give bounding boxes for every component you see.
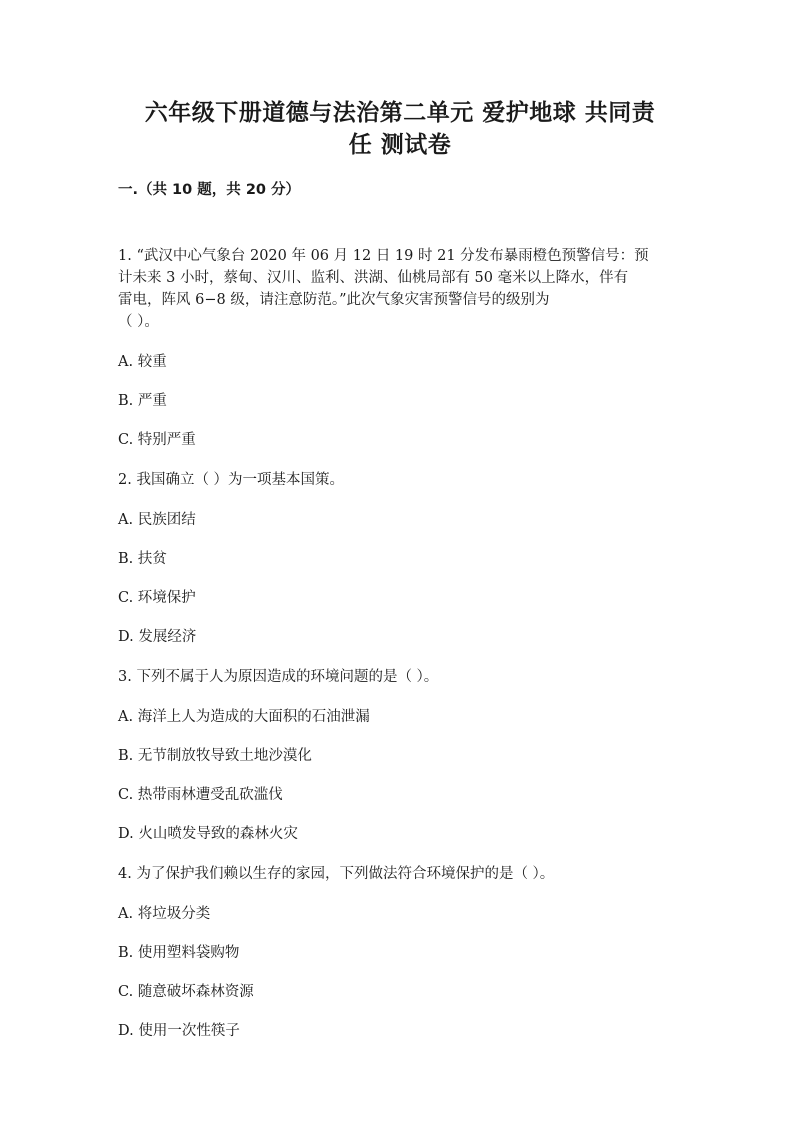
question-1	[118, 245, 678, 469]
question-2-option-a: A. 民族团结	[118, 512, 196, 528]
question-4-option-b: B. 使用塑料袋购物	[118, 945, 240, 961]
question-1-stem	[118, 245, 678, 333]
exam-title-line-1: 六年级下册道德与法治第二单元 爱护地球 共同责	[144, 100, 656, 126]
question-1-stem-line-4: （ ）。	[118, 314, 159, 330]
question-4-option-c: C. 随意破坏森林资源	[118, 984, 254, 1000]
question-2-stem: 2. 我国确立（ ）为一项基本国策。	[118, 472, 345, 488]
question-2	[118, 469, 678, 666]
question-list	[118, 245, 678, 1041]
question-1-stem-line-2: 计未来 3 小时，蔡甸、汉川、监利、洪湖、仙桃局部有 50 毫米以上降水，伴有	[118, 270, 629, 286]
question-3-stem: 3. 下列不属于人为原因造成的环境问题的是（ ）。	[118, 669, 439, 685]
question-2-option-c: C. 环境保护	[118, 590, 196, 606]
question-4-stem: 4. 为了保护我们赖以生存的家园，下列做法符合环境保护的是（ ）。	[118, 866, 555, 882]
exam-title-line-2: 任 测试卷	[348, 132, 452, 158]
question-1-option-a: A. 较重	[118, 354, 167, 370]
question-1-stem-line-1: 1. “武汉中心气象台 2020 年 06 月 12 日 19 时 21 分发布暴雨橙色预警信号：预	[118, 248, 649, 264]
question-2-option-d: D. 发展经济	[118, 629, 197, 645]
question-4-option-a: A. 将垃圾分类	[118, 906, 211, 922]
question-3	[118, 666, 678, 863]
question-2-option-b: B. 扶贫	[118, 551, 167, 567]
section-heading: 一.（共 10 题，共 20 分）	[118, 182, 301, 198]
question-1-option-b: B. 严重	[118, 393, 167, 409]
question-3-option-c: C. 热带雨林遭受乱砍滥伐	[118, 787, 283, 803]
question-3-option-d: D. 火山喷发导致的森林火灾	[118, 826, 298, 842]
question-1-option-c: C. 特别严重	[118, 432, 196, 448]
question-3-option-b: B. 无节制放牧导致土地沙漠化	[118, 748, 312, 764]
exam-title	[100, 97, 700, 161]
question-1-stem-line-3: 雷电，阵风 6−8 级，请注意防范。”此次气象灾害预警信号的级别为	[118, 292, 550, 308]
question-4-option-d: D. 使用一次性筷子	[118, 1023, 240, 1039]
question-4	[118, 863, 678, 1041]
question-3-option-a: A. 海洋上人为造成的大面积的石油泄漏	[118, 709, 370, 725]
